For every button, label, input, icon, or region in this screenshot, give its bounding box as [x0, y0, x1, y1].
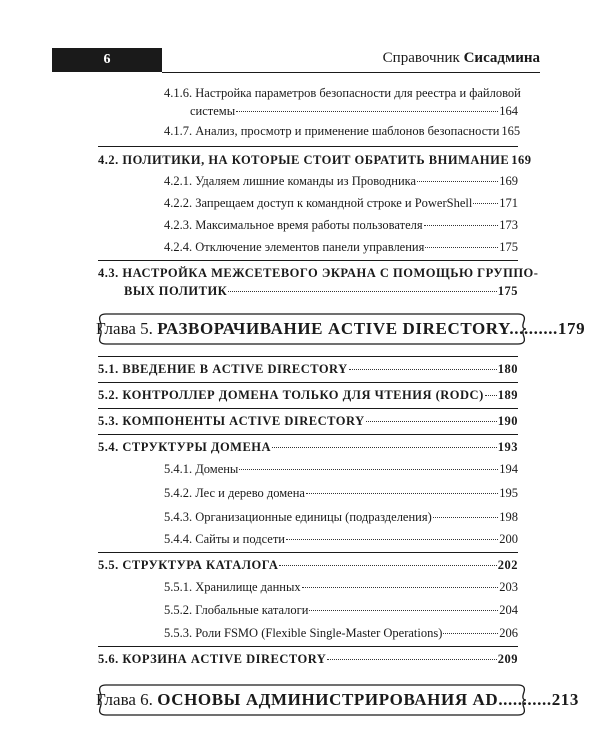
section-divider — [98, 646, 518, 647]
toc-entry: 5.5.2. Глобальные каталоги 204 — [164, 603, 518, 617]
toc-section: 5.4. СТРУКТУРЫ ДОМЕНА 193 — [98, 440, 518, 454]
chapter-banner — [96, 683, 579, 717]
toc-entry-line: 4.1.6. Настройка параметров безопасности для реестра и файловой — [164, 86, 521, 100]
toc-entry: 4.2.4. Отключение элементов панели управления 175 — [164, 240, 518, 254]
toc-entry: 4.2.2. Запрещаем доступ к командной строке и PowerShell 171 — [164, 196, 518, 210]
section-divider — [98, 408, 518, 409]
toc-entry: 5.4.1. Домены 194 — [164, 462, 518, 476]
page-number: 6 — [52, 48, 162, 72]
chapter-title: Глава 6. ОСНОВЫ АДМИНИСТРИРОВАНИЯ AD...........213 — [96, 690, 579, 709]
section-divider — [98, 434, 518, 435]
toc-entry: системы 164 — [190, 104, 518, 118]
toc-entry: 5.4.3. Организационные единицы (подразделения) 198 — [164, 510, 518, 524]
section-divider — [98, 382, 518, 383]
toc-section: ВЫХ ПОЛИТИК 175 — [124, 284, 518, 298]
toc-section-line: 4.3. НАСТРОЙКА МЕЖСЕТЕВОГО ЭКРАНА С ПОМОЩЬЮ ГРУППО- — [98, 266, 539, 280]
toc-entry: 5.5.3. Роли FSMO (Flexible Single-Master Operations) 206 — [164, 626, 518, 640]
toc-section: 5.5. СТРУКТУРА КАТАЛОГА 202 — [98, 558, 518, 572]
section-divider — [98, 260, 518, 261]
toc-entry: 5.5.1. Хранилище данных 203 — [164, 580, 518, 594]
section-divider — [98, 146, 518, 147]
toc-entry: 4.1.7. Анализ, просмотр и применение шаблонов безопасности 165 — [164, 124, 521, 138]
toc-entry: 5.4.2. Лес и дерево домена 195 — [164, 486, 518, 500]
toc-entry: 4.2.1. Удаляем лишние команды из Проводника 169 — [164, 174, 518, 188]
running-head: Справочник Сисадмина — [382, 50, 540, 66]
toc-entry: 4.2.3. Максимальное время работы пользователя 173 — [164, 218, 518, 232]
toc-entry: 5.4.4. Сайты и подсети 200 — [164, 532, 518, 546]
section-divider — [98, 356, 518, 357]
toc-section: 4.2. ПОЛИТИКИ, НА КОТОРЫЕ СТОИТ ОБРАТИТЬ ВНИМАНИЕ 169 — [98, 153, 532, 167]
chapter-banner — [96, 312, 586, 346]
chapter-title: Глава 5. РАЗВОРАЧИВАНИЕ ACTIVE DIRECTORY..........179 — [96, 319, 586, 338]
toc-section: 5.2. КОНТРОЛЛЕР ДОМЕНА ТОЛЬКО ДЛЯ ЧТЕНИЯ (RODC) 189 — [98, 388, 518, 402]
toc-section: 5.6. КОРЗИНА ACTIVE DIRECTORY 209 — [98, 652, 518, 666]
toc-section: 5.3. КОМПОНЕНТЫ ACTIVE DIRECTORY 190 — [98, 414, 518, 428]
section-divider — [98, 552, 518, 553]
toc-section: 5.1. ВВЕДЕНИЕ В ACTIVE DIRECTORY 180 — [98, 362, 518, 376]
